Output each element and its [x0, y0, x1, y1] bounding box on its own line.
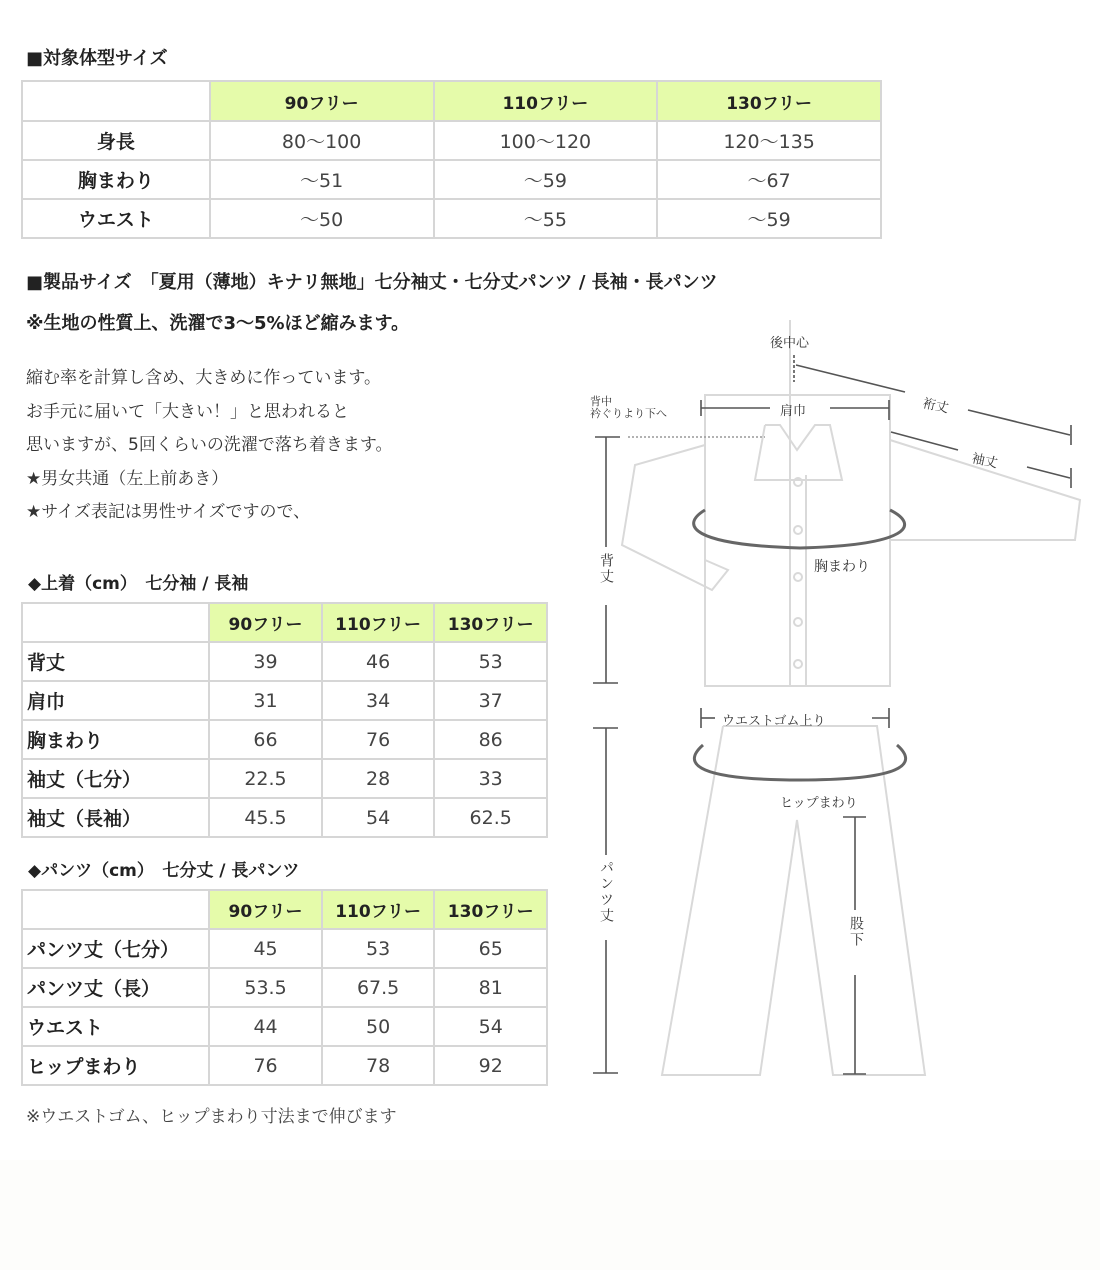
label-sleeve-length: 袖丈 — [970, 451, 999, 472]
cell: ～50 — [210, 199, 434, 238]
table-row — [22, 1007, 547, 1046]
cell: 54 — [434, 1007, 547, 1046]
row-label: 胸まわり — [22, 160, 210, 199]
cell: 33 — [434, 759, 547, 798]
pants-table-title: ◆パンツ（cm） 七分丈 / 長パンツ — [28, 861, 300, 881]
cell: 86 — [434, 720, 547, 759]
cell: 100～120 — [434, 121, 658, 160]
row-label: ウエスト — [22, 199, 210, 238]
table-row — [22, 968, 547, 1007]
top-table-title: ◆上着（cm） 七分袖 / 長袖 — [28, 574, 249, 594]
cell: 76 — [322, 720, 435, 759]
row-label: 身長 — [22, 121, 210, 160]
cell: 80～100 — [210, 121, 434, 160]
table-row — [22, 1046, 547, 1085]
pants-footnote: ※ウエストゴム、ヒップまわり寸法まで伸びます — [26, 1107, 397, 1127]
table-row — [22, 759, 547, 798]
row-label: パンツ丈（七分） — [22, 929, 209, 968]
cell: 50 — [322, 1007, 435, 1046]
cell: 67.5 — [322, 968, 435, 1007]
column-header: 90フリー — [210, 81, 434, 121]
row-label: パンツ丈（長） — [22, 968, 209, 1007]
label-waist-rubber: ウエストゴム上り — [722, 714, 826, 729]
label-hip: ヒップまわり — [780, 796, 858, 811]
table-row — [22, 642, 547, 681]
cell: 34 — [322, 681, 435, 720]
row-label: ヒップまわり — [22, 1046, 209, 1085]
cell: 65 — [434, 929, 547, 968]
cell: 45 — [209, 929, 322, 968]
cell: 22.5 — [209, 759, 322, 798]
cell: 120～135 — [657, 121, 881, 160]
cell: 44 — [209, 1007, 322, 1046]
cell: ～55 — [434, 199, 658, 238]
description-line: ★男女共通（左上前あき） — [26, 468, 229, 489]
cell: 53 — [434, 642, 547, 681]
cell: ～67 — [657, 160, 881, 199]
row-label: 胸まわり — [22, 720, 209, 759]
row-label: 袖丈（長袖） — [22, 798, 209, 837]
cell: 66 — [209, 720, 322, 759]
column-header: 130フリー — [434, 890, 547, 929]
label-shoulder-width: 肩巾 — [780, 404, 807, 419]
row-label: 袖丈（七分） — [22, 759, 209, 798]
cell: 78 — [322, 1046, 435, 1085]
column-header: 90フリー — [209, 890, 322, 929]
row-label: 背丈 — [22, 642, 209, 681]
cell: ～51 — [210, 160, 434, 199]
cell: 54 — [322, 798, 435, 837]
cell: 46 — [322, 642, 435, 681]
cell: 28 — [322, 759, 435, 798]
table-row — [22, 199, 881, 238]
label-chest: 胸まわり — [814, 559, 870, 575]
cell: 92 — [434, 1046, 547, 1085]
column-header: 130フリー — [434, 603, 547, 642]
cell: 81 — [434, 968, 547, 1007]
column-header: 130フリー — [657, 81, 881, 121]
cell: ～59 — [434, 160, 658, 199]
cell: 37 — [434, 681, 547, 720]
cell: 45.5 — [209, 798, 322, 837]
cell: 76 — [209, 1046, 322, 1085]
pants-size-table — [21, 889, 548, 1086]
cell: ～59 — [657, 199, 881, 238]
cell: 39 — [209, 642, 322, 681]
body-size-table — [21, 80, 882, 239]
corner-cell — [22, 890, 209, 929]
row-label: ウエスト — [22, 1007, 209, 1046]
description — [26, 362, 392, 530]
label-pants-length: パンツ丈 — [598, 860, 614, 924]
table-row — [22, 798, 547, 837]
label-yuki-length: 裄丈 — [921, 396, 950, 417]
table-row — [22, 121, 881, 160]
top-size-table — [21, 602, 548, 838]
cell: 53.5 — [209, 968, 322, 1007]
product-size-title: ■製品サイズ 「夏用（薄地）キナリ無地」七分袖丈・七分丈パンツ / 長袖・長パンツ — [26, 272, 718, 293]
garment-illustration — [580, 320, 1090, 1100]
table-row — [22, 720, 547, 759]
table-row — [22, 681, 547, 720]
column-header: 110フリー — [434, 81, 658, 121]
description-line: 縮む率を計算し含め、大きめに作っています。 — [26, 368, 381, 388]
corner-cell — [22, 603, 209, 642]
body-size-title: ■対象体型サイズ — [26, 48, 168, 69]
cell: 53 — [322, 929, 435, 968]
label-back-length: 背丈 — [598, 553, 614, 585]
label-inseam: 股下 — [848, 916, 864, 948]
table-row — [22, 160, 881, 199]
cell: 62.5 — [434, 798, 547, 837]
label-back-center: 後中心 — [770, 336, 810, 351]
table-row — [22, 929, 547, 968]
label-back-neck-note: 背中 衿ぐりより下へ — [590, 395, 667, 420]
description-line: お手元に届いて「大きい！」と思われると — [26, 401, 349, 422]
description-line: ★サイズ表記は男性サイズですので、 — [26, 502, 311, 522]
garment-diagram — [580, 320, 1090, 1100]
description-line: 思いますが、5回くらいの洗濯で落ち着きます。 — [26, 435, 393, 455]
shrink-note: ※生地の性質上、洗濯で3～5%ほど縮みます。 — [26, 313, 410, 334]
column-header: 110フリー — [322, 603, 435, 642]
row-label: 肩巾 — [22, 681, 209, 720]
column-header: 110フリー — [322, 890, 435, 929]
corner-cell — [22, 81, 210, 121]
column-header: 90フリー — [209, 603, 322, 642]
cell: 31 — [209, 681, 322, 720]
